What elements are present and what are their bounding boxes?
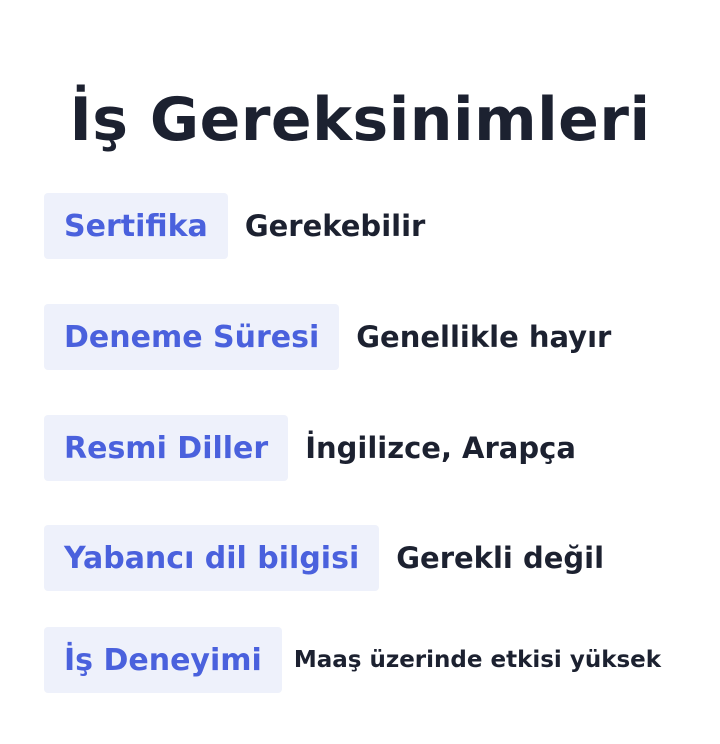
- requirement-row-is-deneyimi: [44, 627, 661, 693]
- requirement-label: Deneme Süresi: [44, 304, 339, 370]
- page-title: İş Gereksinimleri: [69, 85, 651, 156]
- requirement-value: Gerekebilir: [244, 209, 426, 243]
- requirement-label: Resmi Diller: [44, 415, 288, 481]
- requirement-row-deneme-suresi: [44, 304, 611, 370]
- requirement-value: Gerekli değil: [396, 541, 605, 575]
- requirement-label: Sertifika: [44, 193, 228, 259]
- requirement-label: Yabancı dil bilgisi: [44, 525, 379, 591]
- requirement-value: İngilizce, Arapça: [305, 431, 576, 465]
- requirement-value: Maaş üzerinde etkisi yüksek: [293, 647, 662, 673]
- requirement-row-yabanci-dil: [44, 525, 604, 591]
- requirement-label: İş Deneyimi: [44, 627, 282, 693]
- requirement-row-sertifika: [44, 193, 425, 259]
- requirement-row-resmi-diller: [44, 415, 576, 481]
- requirement-value: Genellikle hayır: [356, 320, 612, 354]
